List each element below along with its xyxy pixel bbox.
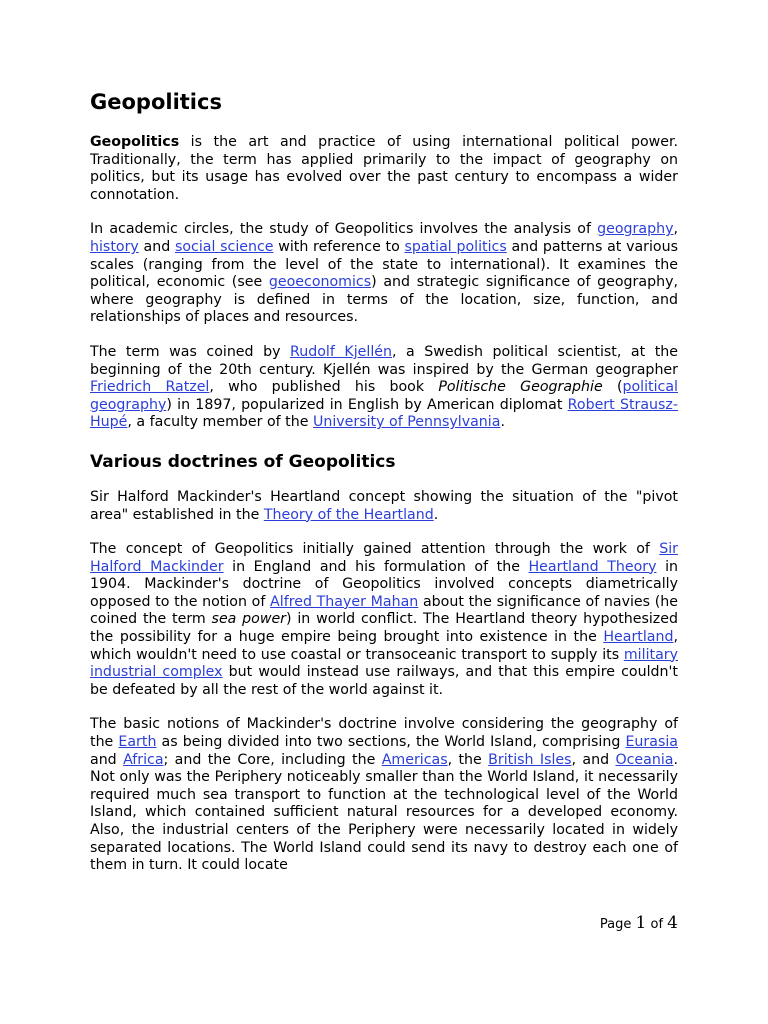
total-pages-number: 4 (667, 913, 678, 933)
page-title: Geopolitics (90, 90, 222, 114)
link-history[interactable]: history (90, 238, 139, 255)
text-span: , (673, 221, 678, 238)
text-span: and (138, 238, 175, 255)
link-social-science[interactable]: social science (174, 238, 274, 255)
intro-text: is the art and practice of using international political power. Traditionally, the term has applied primarily to the impact of geography on politics, but its usage has evolved over the past century to encompass a wider connotation. (90, 134, 678, 203)
current-page-number: 1 (635, 913, 647, 933)
link-robert-strausz-hupe[interactable]: Robert Strausz-Hupé (90, 396, 678, 431)
link-university-of-pennsylvania[interactable]: University of Pennsylvania (312, 414, 501, 431)
heartland-caption-paragraph (90, 489, 678, 524)
mackinder-paragraph (90, 541, 678, 699)
academic-paragraph (90, 221, 678, 327)
text-span: The basic notions of Mackinder's doctrine involve considering the geography of the (90, 716, 678, 751)
sea-power-term: sea power (211, 611, 287, 628)
link-friedrich-ratzel[interactable]: Friedrich Ratzel (90, 379, 210, 396)
link-eurasia[interactable]: Eurasia (625, 734, 678, 751)
text-span: ( (602, 379, 623, 396)
book-title: Politische Geographie (438, 379, 603, 396)
intro-bold-term: Geopolitics (90, 134, 180, 150)
text-span: In academic circles, the study of Geopolitics involves the analysis of (90, 221, 598, 238)
text-span: , the (447, 751, 489, 768)
text-span: in England and his formulation of the (223, 558, 529, 575)
section-heading: Various doctrines of Geopolitics (90, 451, 396, 472)
document-page (90, 86, 678, 892)
text-span: ) and strategic significance of geography, where geography is defined in terms of the location, size, function, and relationships of places and resources. (90, 274, 678, 326)
link-theory-of-the-heartland[interactable]: Theory of the Heartland (263, 506, 434, 523)
text-span: , a faculty member of the (127, 414, 313, 431)
text-span: . (433, 506, 439, 523)
link-political-geography[interactable]: political geography (90, 379, 678, 413)
text-span: Sir Halford Mackinder's Heartland concept showing the situation of the "pivot area" established in the (90, 488, 678, 523)
link-rudolf-kjellen[interactable]: Rudolf Kjellén (290, 343, 392, 360)
of-label: of (650, 917, 664, 932)
page-counter (600, 912, 678, 936)
text-span: , a Swedish political scientist, at the beginning of the 20th century. Kjellén was inspired by the German geographer (90, 343, 678, 378)
text-span: ) in 1897, popularized in English by American diplomat (166, 396, 568, 413)
link-geoeconomics[interactable]: geoeconomics (268, 274, 372, 291)
link-sir-halford-mackinder[interactable]: Sir Halford Mackinder (90, 541, 678, 575)
link-heartland[interactable]: Heartland (603, 629, 674, 646)
link-british-isles[interactable]: British Isles (488, 751, 572, 768)
text-span: and patterns at various scales (ranging from the level of the state to international). It examines the political, economic (see (90, 238, 678, 291)
text-span: but would instead use railways, and that this empire couldn't be defeated by all the rest of the world against it. (90, 664, 678, 698)
text-span: . (500, 414, 505, 431)
text-span: , which wouldn't need to use coastal or transoceanic transport to supply its (90, 629, 678, 663)
link-military-industrial-complex[interactable]: military industrial complex (90, 646, 678, 681)
text-span: ) in world conflict. The Heartland theory hypothesized the possibility for a huge empire being brought into existence in the (90, 611, 678, 646)
term-origin-paragraph (90, 344, 678, 432)
text-span: with reference to (273, 238, 405, 255)
link-americas[interactable]: Americas (381, 751, 448, 768)
link-heartland-theory[interactable]: Heartland Theory (528, 558, 657, 575)
link-alfred-thayer-mahan[interactable]: Alfred Thayer Mahan (270, 593, 419, 610)
text-span: as being divided into two sections, the World Island, comprising (156, 734, 626, 751)
text-span: , and (571, 751, 616, 768)
text-span: about the significance of navies (he coined the term (90, 593, 678, 628)
link-earth[interactable]: Earth (118, 734, 157, 751)
intro-paragraph (90, 134, 678, 204)
basic-notions-paragraph (90, 716, 678, 874)
text-span: in 1904. Mackinder's doctrine of Geopolitics involved concepts diametrically opposed to the notion of (90, 558, 678, 610)
link-africa[interactable]: Africa (123, 751, 164, 768)
link-spatial-politics[interactable]: spatial politics (404, 238, 507, 255)
text-span: The concept of Geopolitics initially gained attention through the work of (90, 541, 660, 558)
text-span: . Not only was the Periphery noticeably smaller than the World Island, it necessarily required much sea transport to function at the technological level of the World Island, which contained sufficient natural resources for a developed economy. Also, the industrial centers of the Periphery were necessarily located in widely separated locations. The World Island could send its navy to destroy each one of them in turn. It could locate (90, 751, 678, 874)
text-span: ; and the Core, including the (163, 751, 382, 768)
text-span: The term was coined by (90, 343, 291, 360)
link-oceania[interactable]: Oceania (615, 751, 674, 768)
link-geography[interactable]: geography (597, 221, 674, 238)
page-label: Page (599, 917, 632, 932)
text-span: , who published his book (209, 379, 439, 396)
text-span: and (90, 751, 124, 768)
